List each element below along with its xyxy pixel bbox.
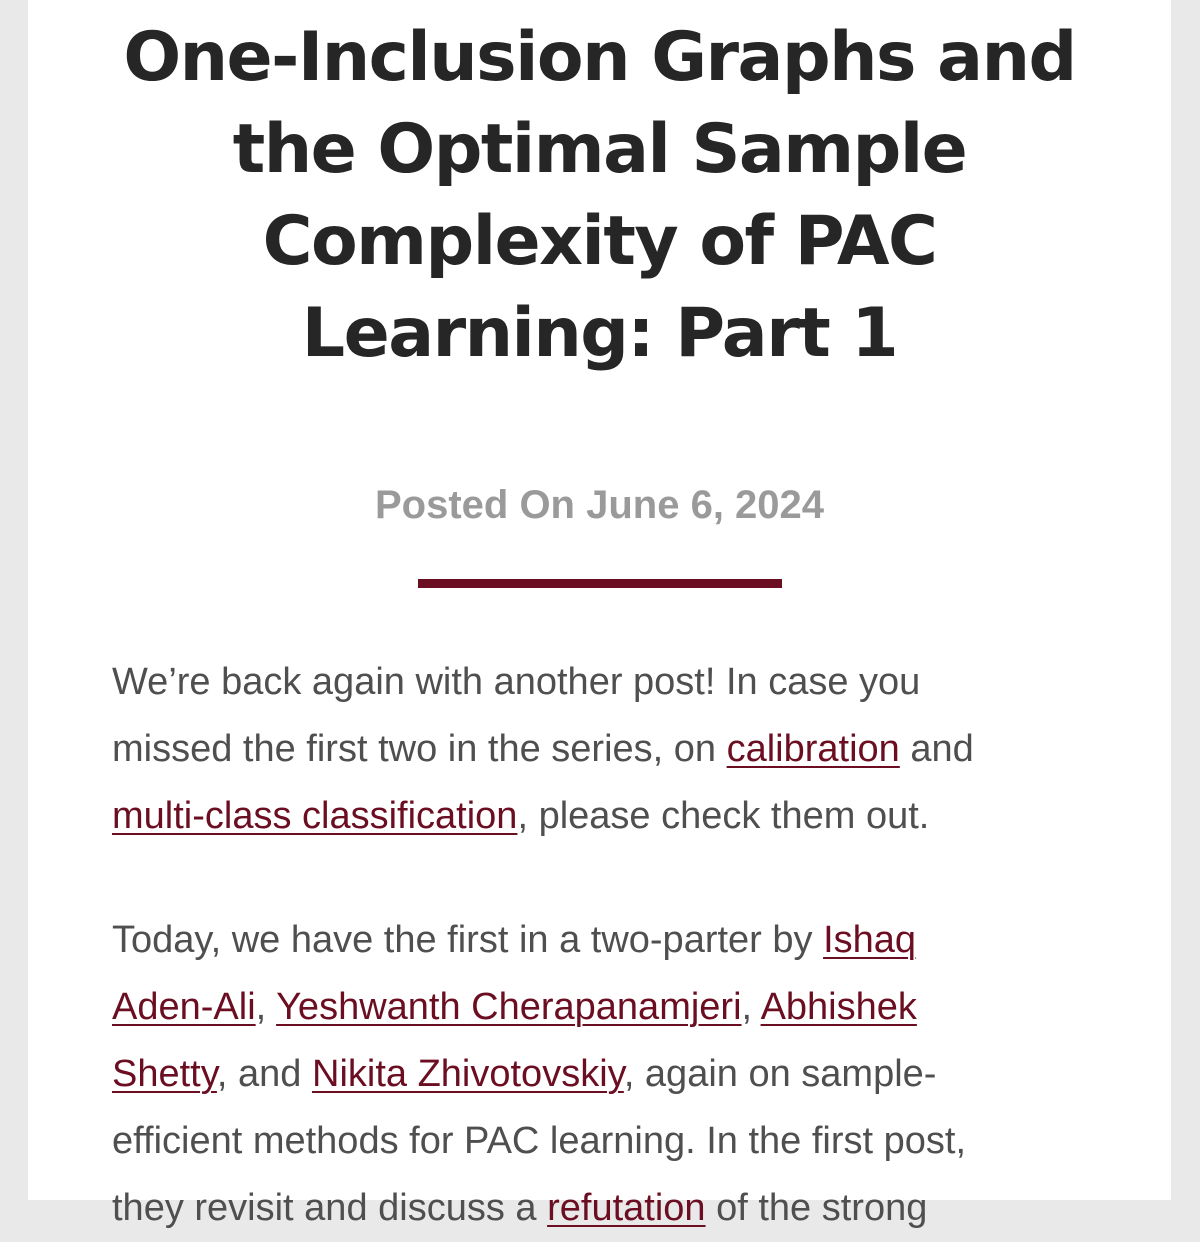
refutation-link[interactable]: refutation <box>547 1187 706 1229</box>
paragraph-line <box>112 974 1092 1041</box>
text-fragment: Today, we have the first in a two-parter by <box>112 919 824 961</box>
text-fragment: missed the first two in the series, on <box>112 728 727 770</box>
post-page <box>28 0 1171 1229</box>
calibration-link[interactable]: calibration <box>726 728 900 770</box>
post-date: Posted On June 6, 2024 <box>374 483 825 527</box>
post-title-line-3: Complexity of PAC <box>262 202 937 281</box>
title-divider <box>418 579 782 588</box>
post-title <box>28 12 1171 380</box>
paragraph-line <box>112 649 1092 716</box>
post-title-line-2: the Optimal Sample <box>232 110 967 189</box>
text-fragment: efficient methods for PAC learning. In the first post, <box>112 1120 967 1162</box>
paragraph-line <box>112 716 1092 783</box>
text-fragment: , <box>255 986 277 1028</box>
text-fragment: , and <box>216 1053 312 1095</box>
author-link-nikita-zhivotovskiy[interactable]: Nikita Zhivotovskiy <box>312 1053 624 1095</box>
paragraph-line <box>112 1175 1092 1242</box>
text-fragment: , again on sample- <box>623 1053 937 1095</box>
text-fragment: and <box>899 728 974 770</box>
text-fragment: We’re back again with another post! In case you <box>112 661 921 703</box>
paragraph-line <box>112 783 1092 850</box>
author-link-abhishek-shetty[interactable]: Shetty <box>112 1053 217 1095</box>
paragraph-line <box>112 1041 1092 1108</box>
text-fragment: of the strong <box>705 1187 928 1229</box>
paragraph-line <box>112 1108 1092 1175</box>
text-fragment: , please check them out. <box>517 795 930 837</box>
paragraph-intro <box>112 649 1092 850</box>
paragraph-authors <box>112 907 1092 1242</box>
text-fragment: they revisit and discuss a <box>112 1187 548 1229</box>
text-fragment: , <box>741 986 761 1028</box>
author-link-ishaq-aden-ali[interactable]: Ishaq <box>823 919 917 961</box>
post-title-line-1: One-Inclusion Graphs and <box>123 18 1076 97</box>
paragraph-line <box>112 907 1092 974</box>
post-title-line-4: Learning: Part 1 <box>301 294 898 373</box>
author-link-yeshwanth-cherapanamjeri[interactable]: Yeshwanth Cherapanamjeri <box>276 986 742 1028</box>
author-link-ishaq-aden-ali[interactable]: Aden-Ali <box>112 986 256 1028</box>
multi-class-classification-link[interactable]: multi-class classification <box>112 795 518 837</box>
author-link-abhishek-shetty[interactable]: Abhishek <box>760 986 917 1028</box>
